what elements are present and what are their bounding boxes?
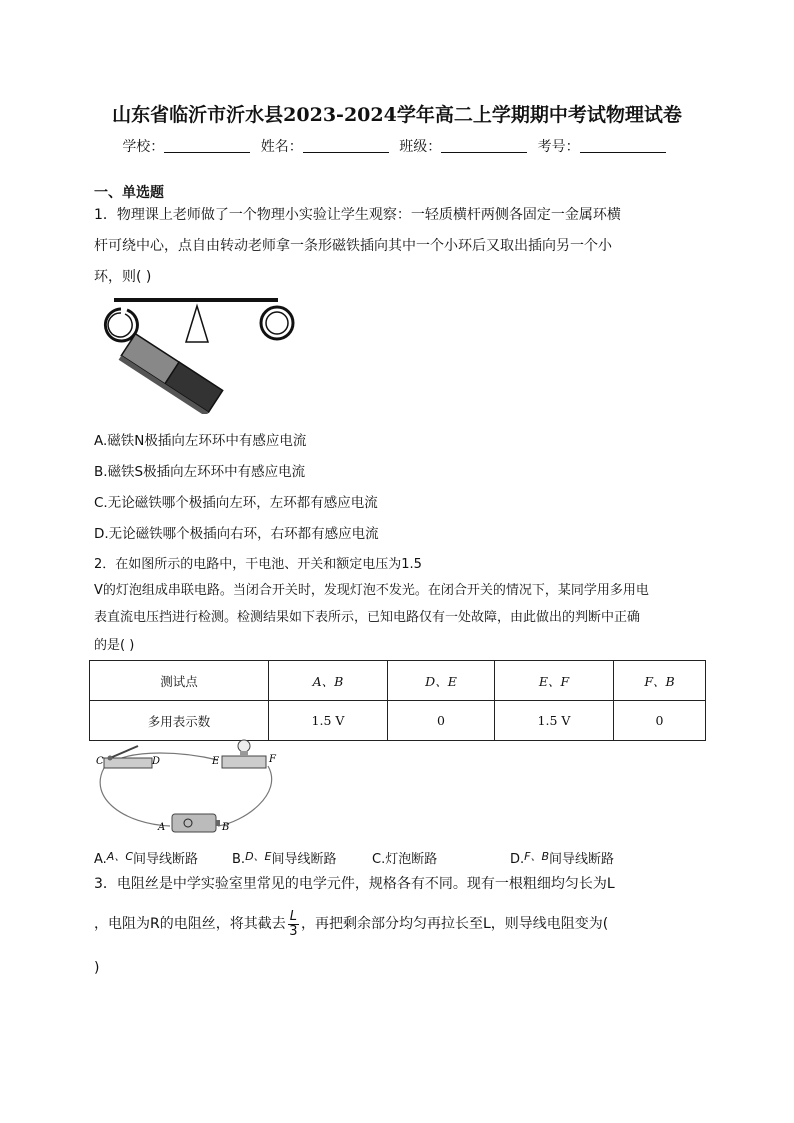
- battery-component: [172, 814, 220, 832]
- q3-line-1: 3．电阻丝是中学实验室里常见的电学元件，规格各有不同。现有一根粗细均匀长为L: [94, 876, 615, 892]
- table-cell: 多用表示数: [90, 701, 269, 741]
- q2-circuit-figure: [94, 738, 294, 838]
- student-info-row: [0, 136, 794, 156]
- q2-option-c[interactable]: C.灯泡断路: [372, 852, 438, 867]
- field-class-blank[interactable]: [441, 139, 527, 153]
- bulb-component: [222, 740, 266, 768]
- section-title: 一、单选题: [94, 185, 164, 201]
- table-header-cell: F、B: [614, 661, 706, 701]
- q1-figure-rings-magnet: [94, 296, 304, 414]
- q2-line-1: 2．在如图所示的电路中，干电池、开关和额定电压为1.5: [94, 557, 422, 572]
- table-header-cell: E、F: [495, 661, 614, 701]
- bar-magnet: [119, 334, 223, 414]
- q3-line-3: ): [94, 960, 100, 976]
- table-cell: 0: [614, 701, 706, 741]
- q1-option-a[interactable]: A.磁铁N极插向左环环中有感应电流: [94, 433, 307, 449]
- field-name-label: 姓名：: [260, 139, 303, 155]
- q1-option-d[interactable]: D.无论磁铁哪个极插向右环，右环都有感应电流: [94, 526, 379, 542]
- switch-component: [104, 746, 152, 768]
- q2-measurement-table: [89, 660, 706, 741]
- label-c: C: [96, 756, 104, 767]
- table-header-cell: D、E: [388, 661, 495, 701]
- q2-option-b[interactable]: B.$^{D、E}$间导线断路: [232, 850, 337, 867]
- exam-title: 山东省临沂市沂水县2023-2024学年高二上学期期中考试物理试卷: [112, 104, 682, 126]
- table-header-cell: A、B: [269, 661, 388, 701]
- table-cell: 0: [388, 701, 495, 741]
- q1-option-b[interactable]: B.磁铁S极插向左环环中有感应电流: [94, 464, 306, 480]
- field-school-blank[interactable]: [164, 139, 250, 153]
- q2-option-d[interactable]: D.$^{F、B}$间导线断路: [510, 850, 615, 867]
- field-school-label: 学校：: [122, 139, 165, 155]
- q1-option-c[interactable]: C.无论磁铁哪个极插向左环，左环都有感应电流: [94, 495, 378, 511]
- table-cell: 1.5 V: [495, 701, 614, 741]
- right-ring-closed: [261, 307, 293, 339]
- table-cell: 1.5 V: [269, 701, 388, 741]
- label-d: D: [152, 756, 161, 767]
- fraction-l-over-3: $\frac{L}{3}$: [289, 908, 298, 939]
- wire-f-b: [218, 766, 272, 826]
- label-b: B: [222, 822, 230, 833]
- table-header-cell: 测试点: [90, 661, 269, 701]
- field-class-label: 班级：: [399, 139, 442, 155]
- left-ring-open: [105, 309, 137, 341]
- table-row: [90, 701, 706, 741]
- wire-c-a: [100, 768, 170, 826]
- field-id-label: 考号：: [537, 139, 580, 155]
- table-header-row: [90, 661, 706, 701]
- label-e: E: [212, 756, 220, 767]
- q3-line-2: ，电阻为R的电阻丝，将其截去 $\frac{L}{3}$ ，再把剩余部分均匀再拉长至L，则导线电阻变为(: [94, 908, 609, 939]
- q1-line-3: 环，则( ): [94, 269, 152, 285]
- label-f: F: [269, 754, 276, 765]
- field-id-blank[interactable]: [580, 139, 666, 153]
- q2-line-2: V的灯泡组成串联电路。当闭合开关时，发现灯泡不发光。在闭合开关的情况下，某同学用多用电: [94, 583, 649, 598]
- q1-line-1: 1．物理课上老师做了一个物理小实验让学生观察：一轻质横杆两侧各固定一金属环横: [94, 207, 621, 223]
- q2-line-3: 表直流电压挡进行检测。检测结果如下表所示，已知电路仅有一处故障，由此做出的判断中正确: [94, 610, 641, 625]
- q1-line-2: 杆可绕中心，点自由转动老师拿一条形磁铁插向其中一个小环后又取出插向另一个小: [94, 238, 612, 254]
- q2-line-4: 的是( ): [94, 638, 135, 653]
- lever-bar: [114, 298, 278, 302]
- label-a: A: [158, 822, 166, 833]
- q2-option-a[interactable]: A.$^{A、C}$间导线断路: [94, 850, 199, 867]
- pivot-triangle: [186, 306, 208, 342]
- field-name-blank[interactable]: [303, 139, 389, 153]
